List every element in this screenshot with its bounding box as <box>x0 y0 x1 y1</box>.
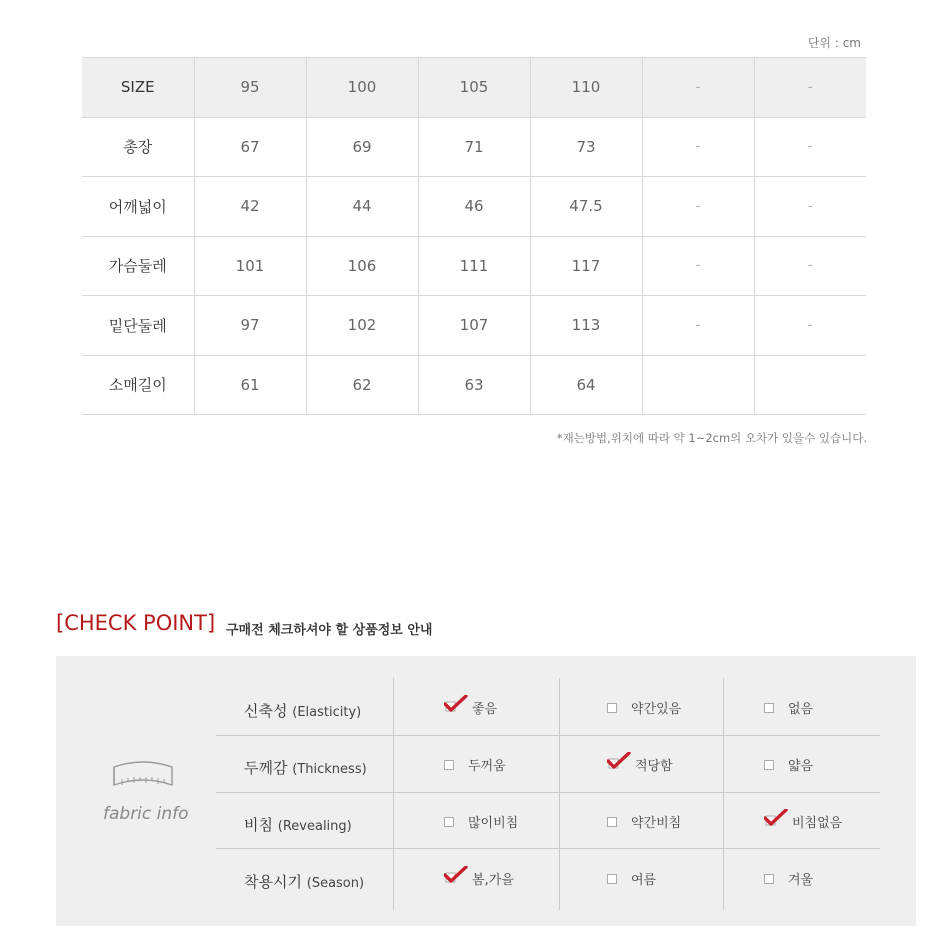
size-table-cell: 111 <box>418 236 530 296</box>
check-option <box>764 698 813 717</box>
check-option-label: 좋음 <box>472 702 498 717</box>
empty-checkbox-icon <box>607 874 617 884</box>
check-row-label-ko: 착용시기 <box>244 873 302 891</box>
check-option-label: 봄,가을 <box>472 873 514 888</box>
empty-checkbox-icon <box>444 760 454 770</box>
measurement-footnote: *재는방법,위치에 따라 약 1~2cm의 오차가 있을수 있습니다. <box>556 431 867 445</box>
unit-note: 단위 : cm <box>807 36 861 50</box>
size-table-row <box>82 236 866 296</box>
check-option-label: 적당함 <box>635 759 673 774</box>
check-row-label <box>244 871 364 892</box>
check-option <box>444 869 514 888</box>
grid-divider <box>723 678 724 910</box>
fabric-info-label: fabric info <box>103 804 189 824</box>
checkmark-icon <box>444 866 468 884</box>
check-option-label: 약간있음 <box>631 702 682 717</box>
size-table-cell <box>754 355 866 415</box>
size-table-cell: - <box>642 177 754 237</box>
size-table-cell: 100 <box>306 58 418 118</box>
size-table-row-label: 밑단둘레 <box>82 296 194 356</box>
grid-divider <box>559 678 560 910</box>
size-table-cell: 97 <box>194 296 306 356</box>
check-option-label: 약간비침 <box>631 816 682 831</box>
size-table <box>82 57 866 415</box>
check-option <box>764 755 813 774</box>
size-table-cell: 46 <box>418 177 530 237</box>
size-table-cell: 69 <box>306 117 418 177</box>
size-table-cell: 61 <box>194 355 306 415</box>
size-table-row <box>82 355 866 415</box>
empty-checkbox-icon <box>444 817 454 827</box>
check-row-label-en: (Revealing) <box>277 819 352 834</box>
check-row-label-en: (Elasticity) <box>292 705 362 720</box>
size-table-cell: 64 <box>530 355 642 415</box>
size-table-cell: - <box>754 177 866 237</box>
check-option <box>444 698 497 717</box>
size-table-cell: 113 <box>530 296 642 356</box>
size-table-cell: - <box>642 58 754 118</box>
size-table-row-label: 소매길이 <box>82 355 194 415</box>
size-table-row <box>82 177 866 237</box>
size-table-row-label: SIZE <box>82 58 194 118</box>
check-option <box>607 755 673 774</box>
check-option <box>764 869 813 888</box>
size-table-cell: - <box>754 58 866 118</box>
empty-checkbox-icon <box>764 874 774 884</box>
empty-checkbox-icon <box>607 703 617 713</box>
tape-measure-icon <box>108 755 178 793</box>
size-table-cell: 73 <box>530 117 642 177</box>
check-row-label-ko: 비침 <box>244 816 273 834</box>
check-option-label: 두꺼움 <box>468 759 506 774</box>
check-option-label: 많이비침 <box>468 816 519 831</box>
size-table-cell: 42 <box>194 177 306 237</box>
size-table-cell: 110 <box>530 58 642 118</box>
grid-divider <box>393 678 394 910</box>
checkmark-icon <box>444 695 468 713</box>
size-table-row-label: 가슴둘레 <box>82 236 194 296</box>
grid-divider <box>216 735 880 736</box>
size-table-cell: 117 <box>530 236 642 296</box>
size-table-cell: 71 <box>418 117 530 177</box>
checkmark-icon <box>764 809 788 827</box>
check-option <box>444 755 506 774</box>
size-table-cell: 105 <box>418 58 530 118</box>
check-option-label: 비침없음 <box>792 816 843 831</box>
check-option <box>607 869 656 888</box>
check-option <box>444 812 518 831</box>
size-table-cell: - <box>754 236 866 296</box>
size-table-cell: - <box>754 117 866 177</box>
check-row-label <box>244 700 361 721</box>
size-table-cell: 102 <box>306 296 418 356</box>
checkmark-icon <box>607 752 631 770</box>
check-option-label: 여름 <box>631 873 657 888</box>
size-table-cell: - <box>754 296 866 356</box>
size-table-row <box>82 58 866 118</box>
check-row-label-ko: 신축성 <box>244 702 288 720</box>
size-table-cell: 95 <box>194 58 306 118</box>
check-row-label-en: (Season) <box>306 876 365 891</box>
check-point-title: [CHECK POINT] <box>56 611 216 635</box>
size-table-cell: 107 <box>418 296 530 356</box>
size-table-row-label: 총장 <box>82 117 194 177</box>
check-option-label: 없음 <box>788 702 814 717</box>
check-row-label-en: (Thickness) <box>292 762 367 777</box>
size-table-cell: 101 <box>194 236 306 296</box>
check-option <box>607 698 681 717</box>
check-row-label <box>244 814 352 835</box>
size-table-cell: - <box>642 296 754 356</box>
size-table-row <box>82 117 866 177</box>
size-table-row <box>82 296 866 356</box>
check-option <box>764 812 842 831</box>
size-table-cell: 63 <box>418 355 530 415</box>
size-table-cell: - <box>642 236 754 296</box>
check-row-label-ko: 두께감 <box>244 759 288 777</box>
check-point-subtitle: 구매전 체크하셔야 할 상품정보 안내 <box>226 623 433 638</box>
empty-checkbox-icon <box>607 817 617 827</box>
grid-divider <box>216 848 880 849</box>
size-table-row-label: 어깨넓이 <box>82 177 194 237</box>
size-table-cell: 62 <box>306 355 418 415</box>
size-table-cell: - <box>642 117 754 177</box>
check-row-label <box>244 757 367 778</box>
grid-divider <box>216 792 880 793</box>
size-table-cell: 67 <box>194 117 306 177</box>
size-table-cell: 47.5 <box>530 177 642 237</box>
size-table-cell <box>642 355 754 415</box>
check-option <box>607 812 681 831</box>
empty-checkbox-icon <box>764 703 774 713</box>
check-option-label: 겨울 <box>788 873 814 888</box>
size-table-cell: 44 <box>306 177 418 237</box>
empty-checkbox-icon <box>764 760 774 770</box>
size-table-cell: 106 <box>306 236 418 296</box>
check-option-label: 얇음 <box>788 759 814 774</box>
